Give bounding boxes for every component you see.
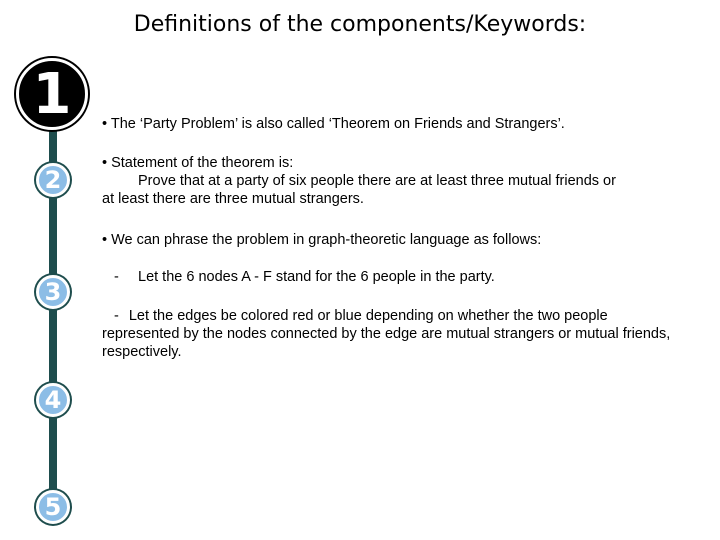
step-3[interactable]: 3 <box>36 275 70 309</box>
slide-title: Definitions of the components/Keywords: <box>133 12 587 37</box>
dash-marker: - <box>114 269 119 285</box>
theorem-heading: • Statement of the theorem is: <box>102 155 294 171</box>
theorem-text-line1: Prove that at a party of six people there are at least three mutual friends or <box>138 173 616 189</box>
step-2[interactable]: 2 <box>36 163 70 197</box>
theorem-text-line2: at least there are three mutual strangers. <box>102 191 364 207</box>
step-4[interactable]: 4 <box>36 383 70 417</box>
sub-item-nodes-text: Let the 6 nodes A - F stand for the 6 people in the party. <box>138 269 495 285</box>
sub-item-edges <box>102 307 687 361</box>
sub-item-edges-text: Let the edges be colored red or blue depending on whether the two people represented by the nodes connected by the edge are mutual strangers or mutual friends, respectively. <box>102 308 671 360</box>
step-1-active[interactable]: 1 <box>16 58 88 130</box>
sub-item-nodes <box>102 268 687 286</box>
bullet-graph-phrasing: • We can phrase the problem in graph-theoretic language as follows: <box>102 232 542 248</box>
step-5[interactable]: 5 <box>36 490 70 524</box>
dash-marker: - <box>114 308 119 324</box>
bullet-theorem-statement <box>102 154 687 208</box>
bullet-party-problem: • The ‘Party Problem’ is also called ‘Theorem on Friends and Strangers’. <box>102 116 565 132</box>
